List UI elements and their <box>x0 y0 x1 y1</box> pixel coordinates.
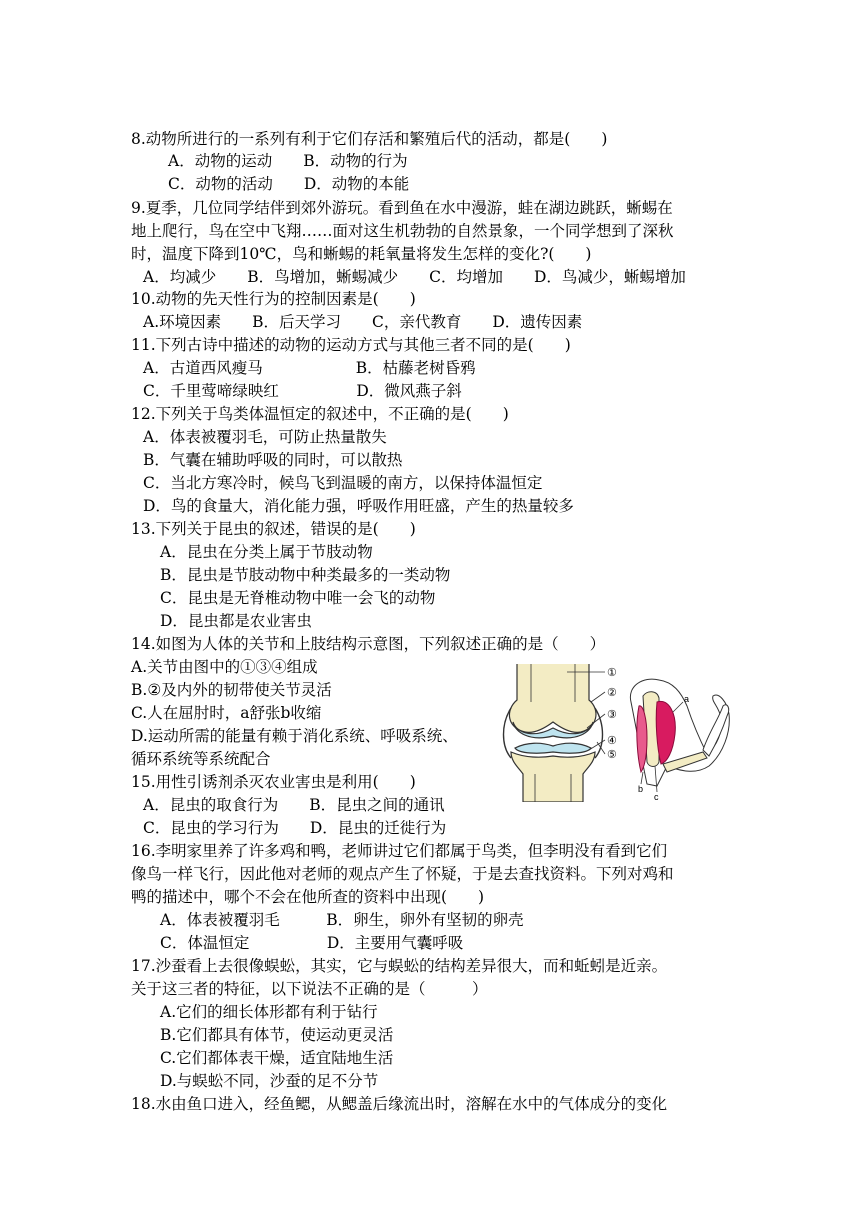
label-3: ③ <box>607 708 617 721</box>
q14-option-d-line1: D.运动所需的能量有赖于消化系统、呼吸系统、 <box>131 727 458 745</box>
q14-option-b: B.②及内外的韧带使关节灵活 <box>131 681 332 699</box>
q15-options-row2: C．昆虫的学习行为 D．昆虫的迁徙行为 <box>143 819 447 837</box>
q8-options-row2: C．动物的活动 D．动物的本能 <box>168 175 410 193</box>
question-16-line2: 像鸟一样飞行，因此他对老师的观点产生了怀疑，于是去查找资料。下列对鸡和 <box>131 865 674 883</box>
question-16-line3: 鸭的描述中，哪个不会在他所查的资料中出现( ) <box>131 888 485 906</box>
q16-options-row2: C．体温恒定 D．主要用气囊呼吸 <box>160 934 464 952</box>
q17-option-c: C.它们都体表干燥，适宜陆地生活 <box>160 1049 394 1067</box>
label-c: c <box>654 792 659 802</box>
q11-options-row1: A．古道西风瘦马 B．枯藤老树昏鸦 <box>143 359 476 377</box>
q8-options-row1: A．动物的运动 B．动物的行为 <box>168 152 408 170</box>
q15-options-row1: A．昆虫的取食行为 B．昆虫之间的通讯 <box>143 796 445 814</box>
label-4: ④ <box>607 734 617 747</box>
q12-option-c: C．当北方寒冷时，候鸟飞到温暖的南方，以保持体温恒定 <box>143 474 543 492</box>
question-17-line2: 关于这三者的特征，以下说法不正确的是（ ） <box>131 980 488 998</box>
question-9-line1: 9.夏季，几位同学结伴到郊外游玩。看到鱼在水中漫游，蛙在湖边跳跃，蜥蜴在 <box>131 199 673 217</box>
q14-option-c: C.人在屈肘时，a舒张b收缩 <box>131 704 322 722</box>
lower-bone <box>511 752 595 802</box>
q17-option-b: B.它们都具有体节，使运动更灵活 <box>160 1026 394 1044</box>
cartilage-lower <box>515 743 591 753</box>
question-16-line1: 16.李明家里养了许多鸡和鸭，老师讲过它们都属于鸟类，但李明没有看到它们 <box>131 842 668 860</box>
question-13: 13.下列关于昆虫的叙述，错误的是( ) <box>131 520 416 538</box>
joint-and-arm-diagram <box>497 662 737 802</box>
label-1: ① <box>607 666 617 679</box>
label-5: ⑤ <box>607 748 617 761</box>
arm-diagram <box>630 679 729 792</box>
question-15: 15.用性引诱剂杀灭农业害虫是利用( ) <box>131 773 416 791</box>
question-17-line1: 17.沙蚕看上去很像蜈蚣，其实，它与蜈蚣的结构差异很大，而和蚯蚓是近亲。 <box>131 957 668 975</box>
question-14: 14.如图为人体的关节和上肢结构示意图，下列叙述正确的是（ ） <box>131 635 606 653</box>
question-11: 11.下列古诗中描述的动物的运动方式与其他三者不同的是( ) <box>131 336 571 354</box>
q13-option-a: A．昆虫在分类上属于节肢动物 <box>160 543 373 561</box>
q17-option-a: A.它们的细长体形都有利于钻行 <box>160 1003 378 1021</box>
q17-option-d: D.与蜈蚣不同，沙蚕的足不分节 <box>160 1072 379 1090</box>
question-9-line2: 地上爬行，鸟在空中飞翔……面对这生机勃勃的自然景象，一个同学想到了深秋 <box>131 222 674 240</box>
q13-option-c: C．昆虫是无脊椎动物中唯一会飞的动物 <box>160 589 436 607</box>
q9-options: A．均减少 B．鸟增加，蜥蜴减少 C．均增加 D．鸟减少，蜥蜴增加 <box>143 268 686 286</box>
question-8: 8.动物所进行的一系列有利于它们存活和繁殖后代的活动，都是( ) <box>131 130 608 148</box>
q12-option-d: D．鸟的食量大，消化能力强，呼吸作用旺盛，产生的热量较多 <box>143 497 574 515</box>
q10-options: A.环境因素 B．后天学习 C，亲代教育 D．遗传因素 <box>143 313 583 331</box>
question-9-line3: 时，温度下降到10℃，鸟和蜥蜴的耗氧量将发生怎样的变化?( ) <box>131 245 592 263</box>
question-18: 18.水由鱼口进入，经鱼鳃，从鳃盖后缘流出时，溶解在水中的气体成分的变化 <box>131 1095 668 1113</box>
joint-diagram <box>504 664 606 802</box>
question-10: 10.动物的先天性行为的控制因素是( ) <box>131 290 416 308</box>
q16-options-row1: A．体表被覆羽毛 B．卵生，卵外有坚韧的卵壳 <box>160 911 524 929</box>
q11-options-row2: C．千里莺啼绿映红 D．微风燕子斜 <box>143 382 462 400</box>
label-2: ② <box>607 686 617 699</box>
q12-option-b: B．气囊在辅助呼吸的同时，可以散热 <box>143 451 403 469</box>
label-b: b <box>638 784 644 794</box>
q12-option-a: A．体表被覆羽毛，可防止热量散失 <box>143 428 387 446</box>
upper-bone <box>509 664 596 732</box>
q14-option-d-line2: 循环系统等系统配合 <box>131 750 271 768</box>
label-a: a <box>684 694 690 704</box>
q13-option-d: D．昆虫都是农业害虫 <box>160 612 312 630</box>
q13-option-b: B．昆虫是节肢动物中种类最多的一类动物 <box>160 566 451 584</box>
question-12: 12.下列关于鸟类体温恒定的叙述中，不正确的是( ) <box>131 405 509 423</box>
q14-option-a: A.关节由图中的①③④组成 <box>131 658 318 676</box>
